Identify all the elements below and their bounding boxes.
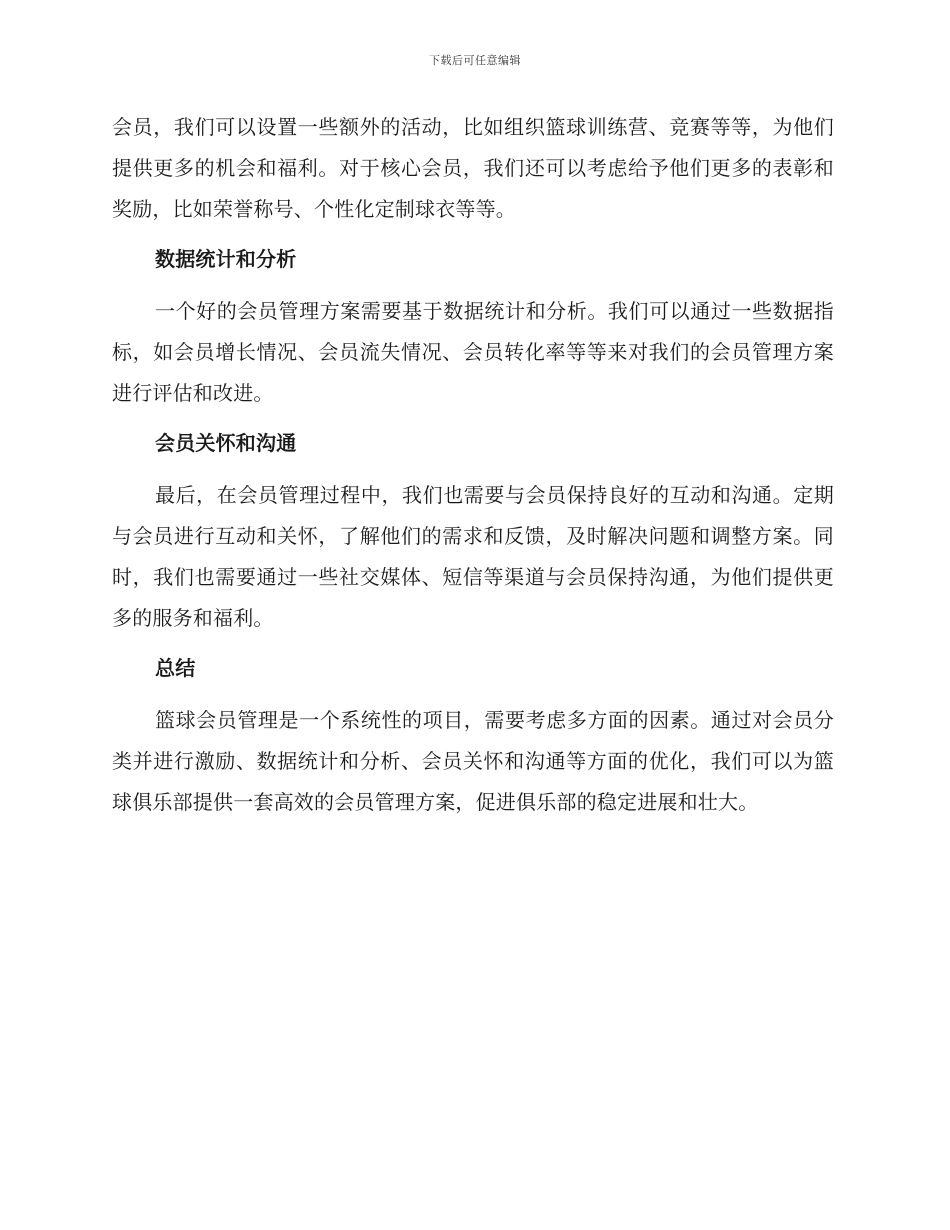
summary-paragraph: 篮球会员管理是一个系统性的项目，需要考虑多方面的因素。通过对会员分类并进行激励、数据统计和分析、会员关怀和沟通等方面的优化，我们可以为篮球俱乐部提供一套高效的会员管理方案，促进俱乐部的稳定进展和壮大。	[112, 708, 834, 814]
section-heading-member-care: 会员关怀和沟通	[155, 431, 297, 455]
page-header: 下载后可任意编辑	[429, 54, 521, 67]
intro-paragraph: 会员，我们可以设置一些额外的活动，比如组织篮球训练营、竞赛等等，为他们提供更多的机会和福利。对于核心会员，我们还可以考虑给予他们更多的表彰和奖励，比如荣誉称号、个性化定制球衣等等。	[112, 115, 834, 221]
section-heading-summary: 总结	[155, 656, 196, 680]
data-analysis-paragraph: 一个好的会员管理方案需要基于数据统计和分析。我们可以通过一些数据指标，如会员增长情况、会员流失情况、会员转化率等等来对我们的会员管理方案进行评估和改进。	[112, 299, 834, 405]
document-body	[112, 107, 834, 832]
member-care-paragraph: 最后，在会员管理过程中，我们也需要与会员保持良好的互动和沟通。定期与会员进行互动和关怀，了解他们的需求和反馈，及时解决问题和调整方案。同时，我们也需要通过一些社交媒体、短信等渠道与会员保持沟通，为他们提供更多的服务和福利。	[112, 483, 834, 630]
section-heading-data-analysis: 数据统计和分析	[155, 247, 297, 271]
